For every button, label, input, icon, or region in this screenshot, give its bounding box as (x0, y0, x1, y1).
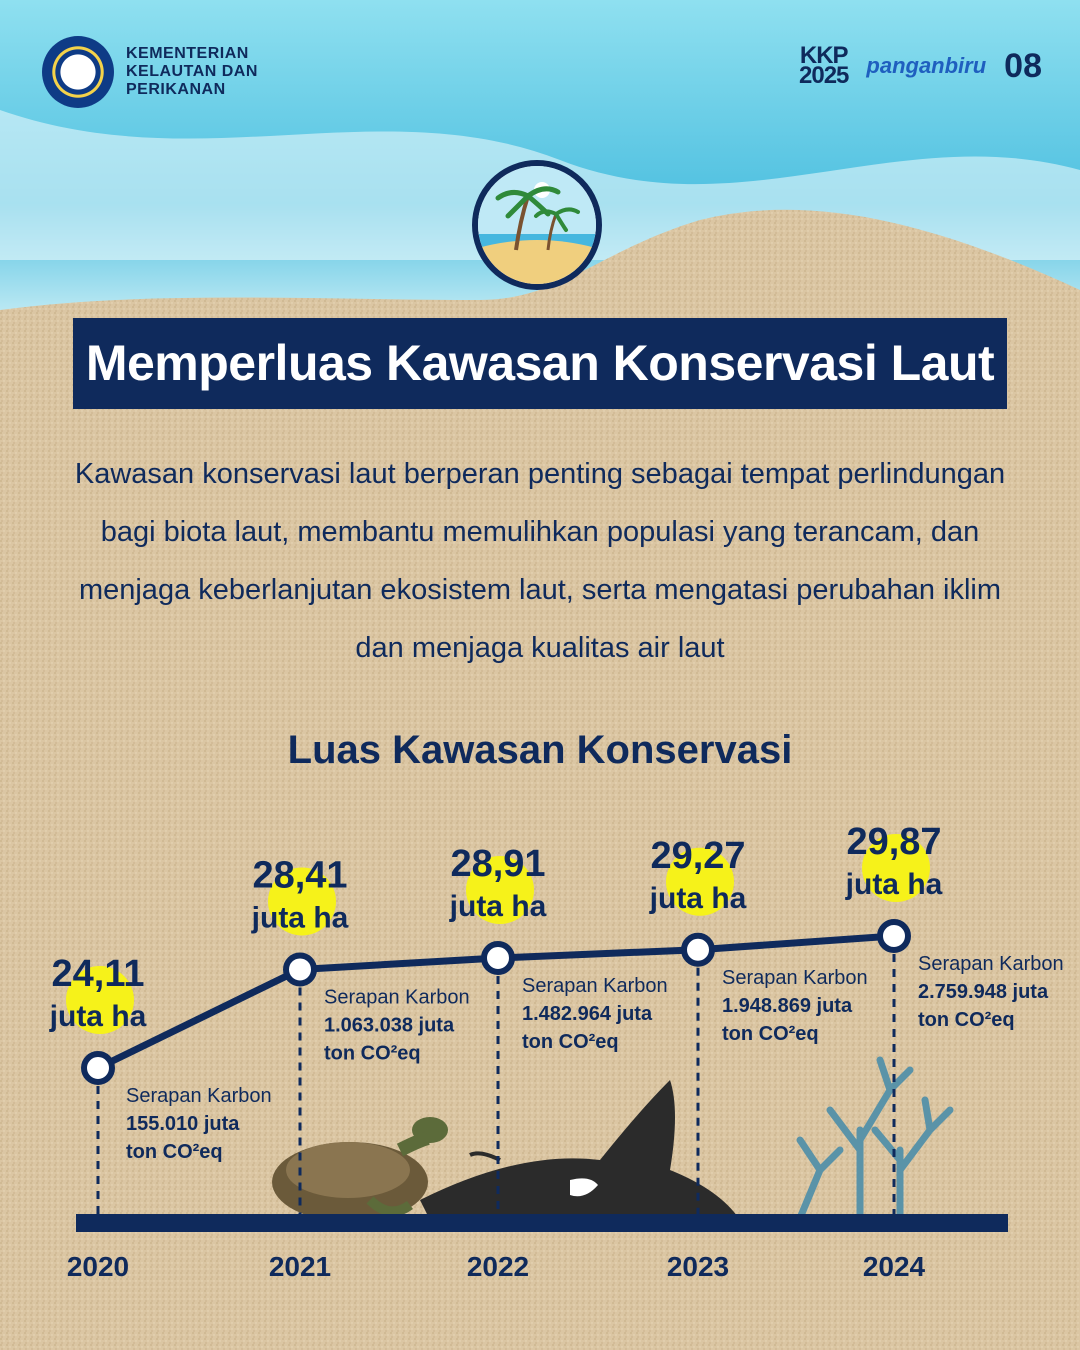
data-point (484, 944, 512, 972)
carbon-amount: 1.063.038 juta (324, 1014, 455, 1037)
carbon-amount: 1.948.869 juta (722, 994, 853, 1017)
carbon-amount: 2.759.948 juta (918, 981, 1049, 1003)
unit-label: juta ha (845, 868, 943, 901)
carbon-unit: ton CO²eq (722, 1022, 819, 1045)
partner-logos (799, 42, 1042, 89)
manta-ray-icon (420, 1080, 740, 1220)
ministry-logo (42, 36, 258, 108)
data-point (286, 955, 314, 983)
kkp-2025-logo: KKP 2025 (799, 42, 849, 89)
carbon-label: Serapan Karbon (722, 966, 868, 989)
carbon-amount: 155.010 juta (126, 1113, 240, 1135)
chart-title: Luas Kawasan Konservasi (287, 728, 793, 772)
x-tick-label: 2023 (666, 1251, 730, 1282)
value-label: 29,87 (846, 821, 942, 863)
carbon-unit: ton CO²eq (126, 1141, 223, 1163)
panganbiru-logo: panganbiru (866, 53, 987, 78)
sea-turtle-icon (272, 1117, 448, 1222)
x-tick-label: 2021 (268, 1251, 332, 1282)
value-label: 28,91 (450, 843, 546, 885)
poverty-growth-08-logo: 08 (1004, 46, 1042, 85)
x-tick-label: 2022 (466, 1251, 530, 1282)
value-label: 24,11 (51, 953, 145, 995)
carbon-unit: ton CO²eq (918, 1009, 1015, 1031)
data-point (684, 936, 712, 964)
x-tick-label: 2024 (862, 1251, 926, 1282)
garuda-emblem-icon (42, 36, 114, 108)
carbon-amount: 1.482.964 juta (522, 1003, 653, 1025)
carbon-label: Serapan Karbon (126, 1085, 272, 1107)
conservation-area-line-chart (0, 790, 1080, 1310)
island-illustration-icon (472, 160, 602, 290)
data-point (84, 1054, 112, 1082)
x-tick-label: 2020 (66, 1251, 130, 1282)
coral-icon (800, 1060, 950, 1218)
title-banner (73, 318, 1007, 409)
timeline-baseline (76, 1214, 1008, 1232)
carbon-label: Serapan Karbon (918, 953, 1064, 975)
unit-label: juta ha (49, 1000, 147, 1033)
data-point (880, 922, 908, 950)
carbon-unit: ton CO²eq (324, 1042, 421, 1065)
intro-paragraph: Kawasan konservasi laut berperan penting sebagai tempat perlindungan bagi biota laut, membantu memulihkan populasi yang terancam, dan menjaga keberlanjutan ekosistem laut, serta mengatasi perubahan iklim dan menjaga kualitas air laut (74, 458, 1006, 664)
marine-life-illustrations (272, 1060, 950, 1222)
unit-label: juta ha (649, 881, 747, 915)
value-label: 29,27 (650, 834, 746, 877)
carbon-unit: ton CO²eq (522, 1031, 619, 1053)
unit-label: juta ha (251, 901, 349, 935)
value-label: 28,41 (252, 854, 348, 897)
page-title: Memperluas Kawasan Konservasi Laut (85, 335, 995, 391)
ministry-name: KEMENTERIAN KELAUTAN DAN PERIKANAN (126, 45, 258, 98)
carbon-label: Serapan Karbon (522, 975, 668, 997)
unit-label: juta ha (449, 890, 547, 923)
carbon-label: Serapan Karbon (324, 986, 470, 1009)
